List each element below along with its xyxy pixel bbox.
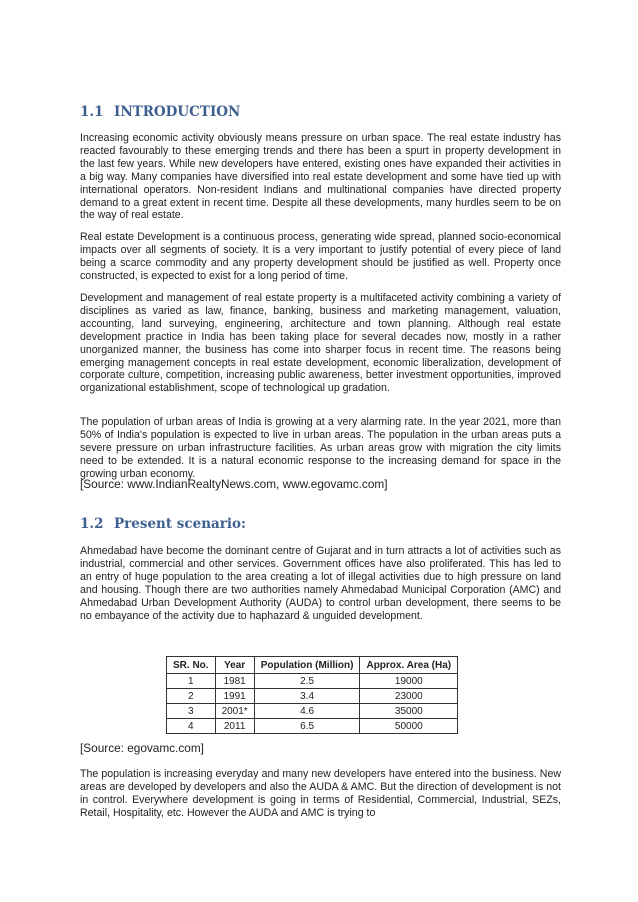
table-header-row [167,657,458,674]
table-row [167,689,458,704]
table-cell: 2.5 [254,674,360,689]
table-cell: 1981 [215,674,254,689]
table-cell: 2001* [215,704,254,719]
column-header: Approx. Area (Ha) [360,657,458,674]
table-row [167,704,458,719]
column-header: SR. No. [167,657,216,674]
table-cell: 3 [167,704,216,719]
paragraph-4: The population of urban areas of India is growing at a very alarming rate. In the year 2021, more than 50% of India's population is expected to live in urban areas. The population in the urban areas puts a severe pressure on urban infrastructure facilities. As urban areas grow with migration the city limits need to be extended. It is a natural economic response to the increasing demand for space in the growing urban economy. [80,416,561,480]
table-cell: 19000 [360,674,458,689]
table-cell: 4.6 [254,704,360,719]
table-cell: 23000 [360,689,458,704]
table-cell: 50000 [360,719,458,734]
table-cell: 2011 [215,719,254,734]
paragraph-5: Ahmedabad have become the dominant centre of Gujarat and in turn attracts a lot of activities such as industrial, commercial and other services. Government offices have also proliferated. This has led to an entry of huge population to the area creating a lot of illegal activities due to high pressure on land and housing. Though there are two authorities namely Ahmedabad Municipal Corporation (AMC) and Ahmedabad Urban Development Authority (AUDA) to control urban development, there seems to be no embayance of the activity due to haphazard & unguided development. [80,545,561,622]
table-cell: 3.4 [254,689,360,704]
paragraph-1: Increasing economic activity obviously means pressure on urban space. The real estate industry has reacted favourably to these emerging trends and there has been a spurt in property development in the last few years. While new developers have entered, existing ones have expanded their activities in a big way. Many companies have diversified into real estate development and some have tied up with international operators. Non-resident Indians and multinational companies have directed property demand to a great extent in recent time. Despite all these developments, many hurdles seem to be on the way of real estate. [80,132,561,222]
section-number: 1.1 [80,104,104,120]
column-header: Year [215,657,254,674]
table-row [167,674,458,689]
section-heading-present-scenario [80,516,246,532]
section-number: 1.2 [80,516,104,532]
table-cell: 6.5 [254,719,360,734]
section-title: INTRODUCTION [114,104,241,120]
table-cell: 1 [167,674,216,689]
column-header: Population (Million) [254,657,360,674]
table-cell: 35000 [360,704,458,719]
table-cell: 2 [167,689,216,704]
population-table [166,656,458,734]
paragraph-6: The population is increasing everyday and many new developers have entered into the business. New areas are developed by developers and also the AUDA & AMC. But the direction of development is not in control. Everywhere development is going in terms of Residential, Commercial, Industrial, SEZs, Retail, Hospitality, etc. However the AUDA and AMC is trying to [80,768,561,819]
section-heading-introduction [80,104,240,120]
table-row [167,719,458,734]
source-citation: [Source: www.IndianRealtyNews.com, www.egovamc.com] [80,477,388,491]
table-source-citation: [Source: egovamc.com] [80,741,204,755]
table-cell: 4 [167,719,216,734]
paragraph-2: Real estate Development is a continuous process, generating wide spread, planned socio-economical impacts over all segments of society. It is a very important to justify potential of every piece of land being a scarce commodity and any property development should be justified as well. Property once constructed, is expected to exist for a long period of time. [80,231,561,282]
section-title: Present scenario: [114,516,246,532]
table-cell: 1991 [215,689,254,704]
paragraph-3: Development and management of real estate property is a multifaceted activity combining a variety of disciplines as varied as law, finance, banking, business and marketing management, valuation, accounting, land surveying, engineering, architecture and town planning. Although real estate development practice in India has been taking place for several decades now, mostly in a rather unorganized manner, the business has come into sharper focus in recent time. The reasons being emerging management concepts in real estate development, economic liberalization, development of corporate culture, competition, increasing public awareness, better investment opportunities, improved organizational establishment, scope of technological up gradation. [80,292,561,395]
